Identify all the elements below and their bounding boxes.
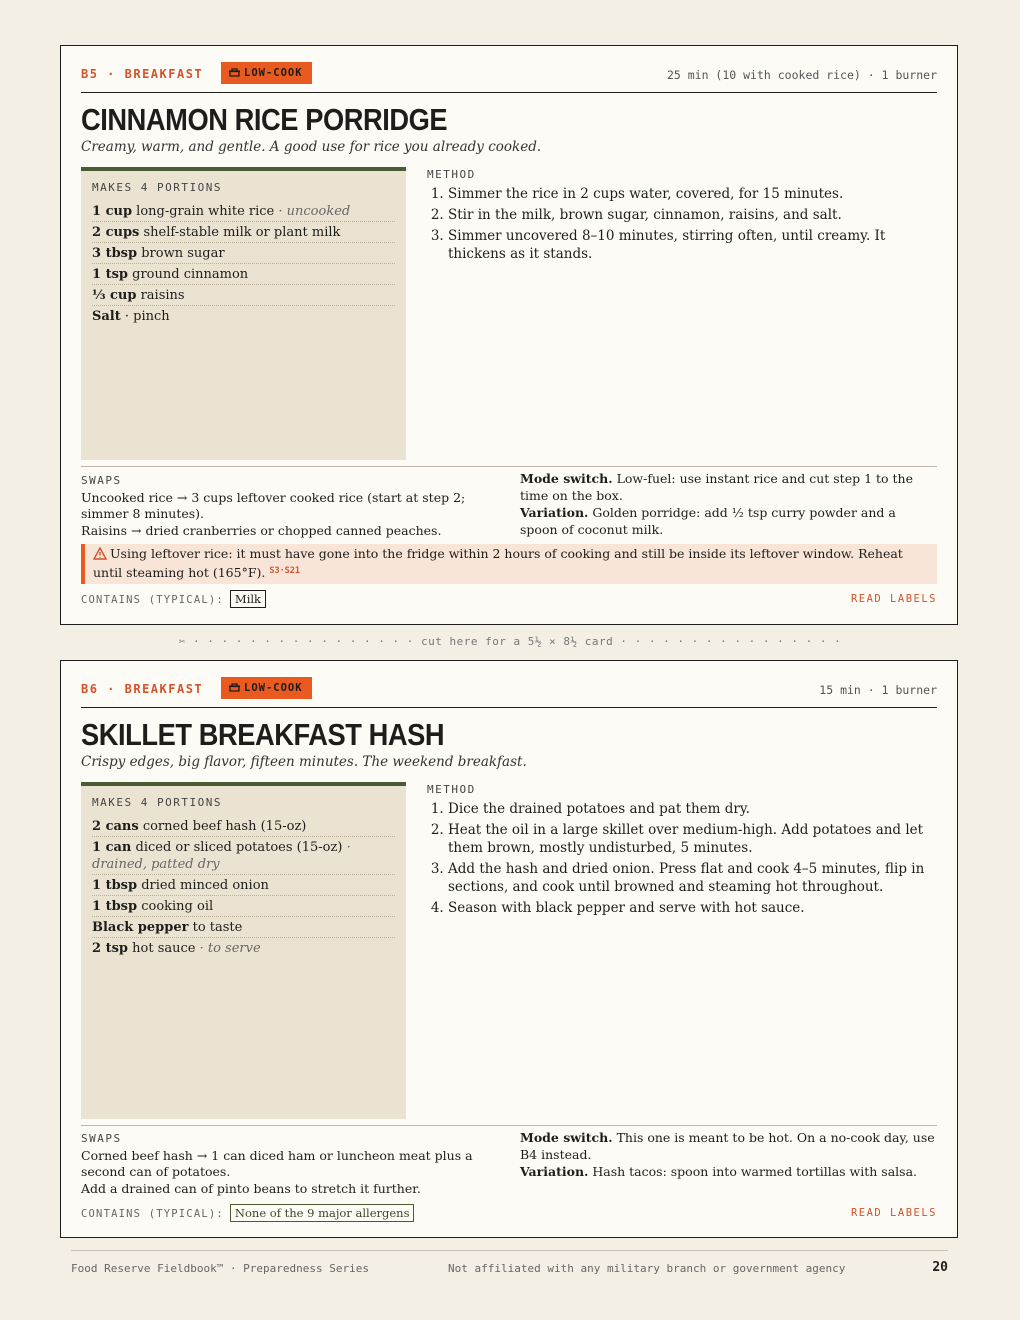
ingredient-row: Salt · pinch	[92, 309, 170, 324]
swap-item: Uncooked rice → 3 cups leftover cooked rice (start at step 2; simmer 8 minutes).	[81, 490, 466, 521]
ingredient-row: 1 tbsp cooking oil	[92, 896, 395, 917]
warning-text: Using leftover rice: it must have gone into the fridge within 2 hours of cooking and still be inside its leftover window. Reheat until steaming hot (165°F).	[93, 546, 903, 580]
recipe-meta: 25 min (10 with cooked rice) · 1 burner	[666, 68, 937, 82]
recipe-code: B6 · BREAKFAST	[81, 682, 204, 696]
read-labels-note: READ LABELS	[850, 593, 937, 605]
ingredient-row: 3 tbsp brown sugar	[92, 243, 395, 264]
variation: Variation. Hash tacos: spoon into warmed tortillas with salsa.	[520, 1164, 918, 1179]
footer-disclaimer: Not affiliated with any military branch or government agency	[448, 1262, 846, 1275]
method-section	[427, 168, 937, 266]
divider	[81, 1125, 937, 1126]
contains-label: CONTAINS (TYPICAL):	[81, 594, 224, 606]
card-header	[81, 62, 937, 93]
mode-switch: Mode switch. Low-fuel: use instant rice and cut step 1 to the time on the box.	[520, 471, 913, 503]
swaps-section	[81, 474, 496, 541]
allergen-tag: Milk	[230, 590, 266, 608]
recipe-code: B5 · BREAKFAST	[81, 67, 204, 81]
recipe-subtitle: Creamy, warm, and gentle. A good use for rice you already cooked.	[81, 139, 542, 155]
badge-label: LOW-COOK	[244, 67, 303, 79]
divider	[81, 466, 937, 467]
mode-variation-section	[520, 471, 937, 539]
page-number: 20	[932, 1260, 948, 1275]
method-step: 4. Season with black pepper and serve with hot sauce.	[448, 899, 937, 917]
recipe-card-b5	[60, 45, 958, 625]
method-steps	[427, 800, 937, 917]
portions-label: MAKES 4 PORTIONS	[92, 181, 222, 194]
ingredients-panel	[81, 782, 406, 1119]
mode-variation-section	[520, 1130, 937, 1182]
recipe-title: SKILLET BREAKFAST HASH	[81, 717, 445, 752]
read-labels-note: READ LABELS	[850, 1207, 937, 1219]
ingredient-row: 1 can diced or sliced potatoes (15-oz) · drained, patted dry	[92, 837, 395, 875]
ingredient-row: ⅓ cup raisins	[92, 285, 395, 306]
recipe-title: CINNAMON RICE PORRIDGE	[81, 102, 448, 137]
method-step: 2. Heat the oil in a large skillet over medium-high. Add potatoes and let them brown, mostly undisturbed, 5 minutes.	[448, 821, 937, 857]
allergen-tag: None of the 9 major allergens	[230, 1204, 415, 1222]
ingredient-row: 1 tsp ground cinnamon	[92, 264, 395, 285]
page-footer	[71, 1250, 948, 1281]
low-cook-badge	[221, 677, 312, 699]
low-cook-badge	[221, 62, 312, 84]
contains-label: CONTAINS (TYPICAL):	[81, 1208, 224, 1220]
method-label: METHOD	[427, 168, 476, 181]
swaps-section	[81, 1132, 496, 1199]
method-step: 3. Add the hash and dried onion. Press flat and cook 4–5 minutes, flip in sections, and cook until browned and steaming hot throughout.	[448, 860, 937, 896]
ingredient-row: 2 cans corned beef hash (15-oz)	[92, 816, 395, 837]
method-step: 3. Simmer uncovered 8–10 minutes, stirring often, until creamy. It thickens as it stands.	[448, 227, 937, 263]
recipe-subtitle: Crispy edges, big flavor, fifteen minutes. The weekend breakfast.	[81, 754, 527, 770]
portions-label: MAKES 4 PORTIONS	[92, 796, 222, 809]
pot-icon	[229, 68, 240, 77]
ingredient-row: Black pepper to taste	[92, 917, 395, 938]
swap-item: Raisins → dried cranberries or chopped canned peaches.	[81, 523, 442, 538]
mode-switch: Mode switch. This one is meant to be hot. On a no-cook day, use B4 instead.	[520, 1130, 935, 1162]
swaps-label: SWAPS	[81, 1132, 122, 1145]
ingredient-row: 1 tbsp dried minced onion	[92, 875, 395, 896]
ingredient-row: 2 cups shelf-stable milk or plant milk	[92, 222, 395, 243]
card-header	[81, 677, 937, 708]
pot-icon	[229, 683, 240, 692]
allergen-line	[81, 592, 266, 606]
swaps-label: SWAPS	[81, 474, 122, 487]
method-section	[427, 783, 937, 920]
footer-series: Food Reserve Fieldbook™ · Preparedness Series	[71, 1262, 370, 1275]
warning-reference: S3·S21	[269, 565, 301, 576]
allergen-line	[81, 1206, 414, 1220]
ingredient-row: 2 tsp hot sauce · to serve	[92, 941, 261, 956]
swap-item: Corned beef hash → 1 can diced ham or luncheon meat plus a second can of potatoes.	[81, 1148, 473, 1179]
warning-triangle-icon	[93, 547, 107, 560]
variation: Variation. Golden porridge: add ½ tsp curry powder and a spoon of coconut milk.	[520, 505, 896, 537]
recipe-meta: 15 min · 1 burner	[819, 683, 937, 697]
method-steps	[427, 185, 937, 263]
recipe-card-b6	[60, 660, 958, 1238]
method-step: 1. Dice the drained potatoes and pat them dry.	[448, 800, 937, 818]
badge-label: LOW-COOK	[244, 682, 303, 694]
swap-item: Add a drained can of pinto beans to stretch it further.	[81, 1181, 421, 1196]
food-safety-warning	[81, 544, 937, 584]
method-step: 2. Stir in the milk, brown sugar, cinnamon, raisins, and salt.	[448, 206, 937, 224]
cut-line: ✂ · · · · · · · · · · · · · · · · cut here for a 5½ × 8½ card · · · · · · · · · · · · · · · ·	[178, 635, 842, 648]
ingredients-panel	[81, 167, 406, 460]
method-step: 1. Simmer the rice in 2 cups water, covered, for 15 minutes.	[448, 185, 937, 203]
method-label: METHOD	[427, 783, 476, 796]
ingredient-row: 1 cup long-grain white rice · uncooked	[92, 201, 395, 222]
